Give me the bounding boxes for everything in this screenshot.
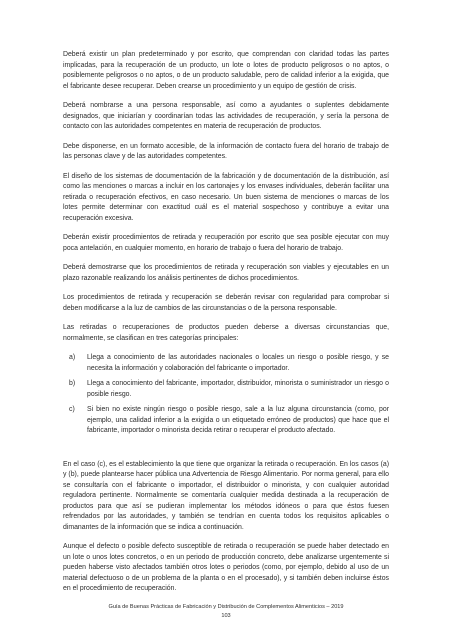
list-item	[63, 379, 389, 400]
paragraph-written-procedures: Deberán existir procedimientos de retirada y recuperación por escrito que sea posible ejecutar con muy poca antelación, en cualquier momento, en horario de trabajo o fuera del horario de trabajo.	[63, 234, 389, 252]
paragraph-categories-intro: Las retiradas o recuperaciones de productos pueden deberse a diversas circunstancias que, normalmente, se clasifican en tres categorías principales:	[63, 324, 389, 342]
list-marker: c)	[69, 406, 75, 413]
paragraph-documentation-design: El diseño de los sistemas de documentación de la fabricación y de documentación de la distribución, así como las menciones o marcas a incluir en los cartonajes y los envases individuales, deberán facilitar una retirada o recuperación efectivos, en caso necesario. Un buen sistema de menciones o marcas de los lotes permite determinar con exactitud cuál es el material sospechoso y contribuye a evitar una recuperación excesiva.	[63, 172, 389, 222]
body-text	[63, 50, 389, 604]
list-item-text: Llega a conocimiento de las autoridades nacionales o locales un riesgo o posible riesgo, y se necesita la información y colaboración del fabricante o importador.	[87, 354, 389, 372]
paragraph-responsible-person: Deberá nombrarse a una persona responsable, así como a ayudantes o suplentes debidamente designados, que iniciarían y coordinarían todas las actividades de recuperación, y sería la persona de contacto con las autoridades competentes en materia de recuperación de productos.	[63, 102, 389, 130]
paragraph-contact-info: Debe disponerse, en un formato accesible, de la información de contacto fuera del horario de trabajo de las personas clave y de las autoridades competentes.	[63, 142, 389, 160]
page-footer	[0, 603, 452, 621]
footer-title: Guía de Buenas Prácticas de Fabricación y Distribución de Complementos Alimenticios – 2019	[108, 604, 344, 610]
list-marker: a)	[69, 354, 76, 361]
spacer	[63, 446, 389, 460]
paragraph-procedure-viability: Deberá demostrarse que los procedimientos de retirada y recuperación son viables y ejecutables en un plazo razonable realizando los análisis pertinentes de dichos procedimientos.	[63, 264, 389, 282]
list-item	[63, 405, 389, 437]
page-number: 103	[221, 613, 231, 619]
list-item-text: Si bien no existe ningún riesgo o posible riesgo, sale a la luz alguna circunstancia (como, por ejemplo, una calidad inferior a la exigida o un etiquetado erróneo de productos) que hace que el fabricante, importador o minorista decida retirar o recuperar el producto afectado.	[87, 406, 389, 434]
paragraph-procedure-review: Los procedimientos de retirada y recuperación se deberán revisar con regularidad para comprobar si deben modificarse a la luz de cambios de las circunstancias o de la persona responsable.	[63, 294, 389, 312]
list-item-text: Llega a conocimiento del fabricante, importador, distribuidor, minorista o suministrador un riesgo o posible riesgo.	[87, 380, 389, 398]
list-item	[63, 353, 389, 374]
paragraph-recall-plan: Deberá existir un plan predeterminado y por escrito, que comprendan con claridad todas las partes implicadas, para la recuperación de un producto, un lote o lotes de producto peligrosos o no aptos, o posiblemente peligrosos o no aptos, o de un producto saludable, pero de calidad inferior a la exigida, que el fabricante desee recuperar. Deben crearse un procedimiento y un equipo de gestión de crisis.	[63, 51, 389, 90]
paragraph-case-c: En el caso (c), es el establecimiento la que tiene que organizar la retirada o recuperación. En los casos (a) y (b), puede plantearse hacer pública una Advertencia de Riesgo Alimentario. Por norma general, para ello se consultaría con el fabricante o importador, el distribuidor o minorista, y con cualquier autoridad reguladora pertinente. Normalmente se comentaría cualquier medida destinada a la recuperación de productos para que así se pudieran implementar los métodos idóneos o para que éstos fuesen refrendados por las autoridades, y también se tendrían en cuenta todos los requisitos aplicables o dimanantes de la información que se indica a continuación.	[63, 460, 389, 531]
paragraph-defect-analysis: Aunque el defecto o posible defecto susceptible de retirada o recuperación se puede haber detectado en un lote o unos lotes concretos, o en un periodo de producción concreto, debe analizarse urgentemente si pueden haberse visto afectados también otros lotes o periodos (como, por ejemplo, debido al uso de un material defectuoso o de un problema de la planta o en el procesado), y si también deben incluirse éstos en el procedimiento de recuperación.	[63, 543, 389, 592]
recall-categories-list	[63, 353, 389, 437]
list-marker: b)	[69, 380, 76, 387]
